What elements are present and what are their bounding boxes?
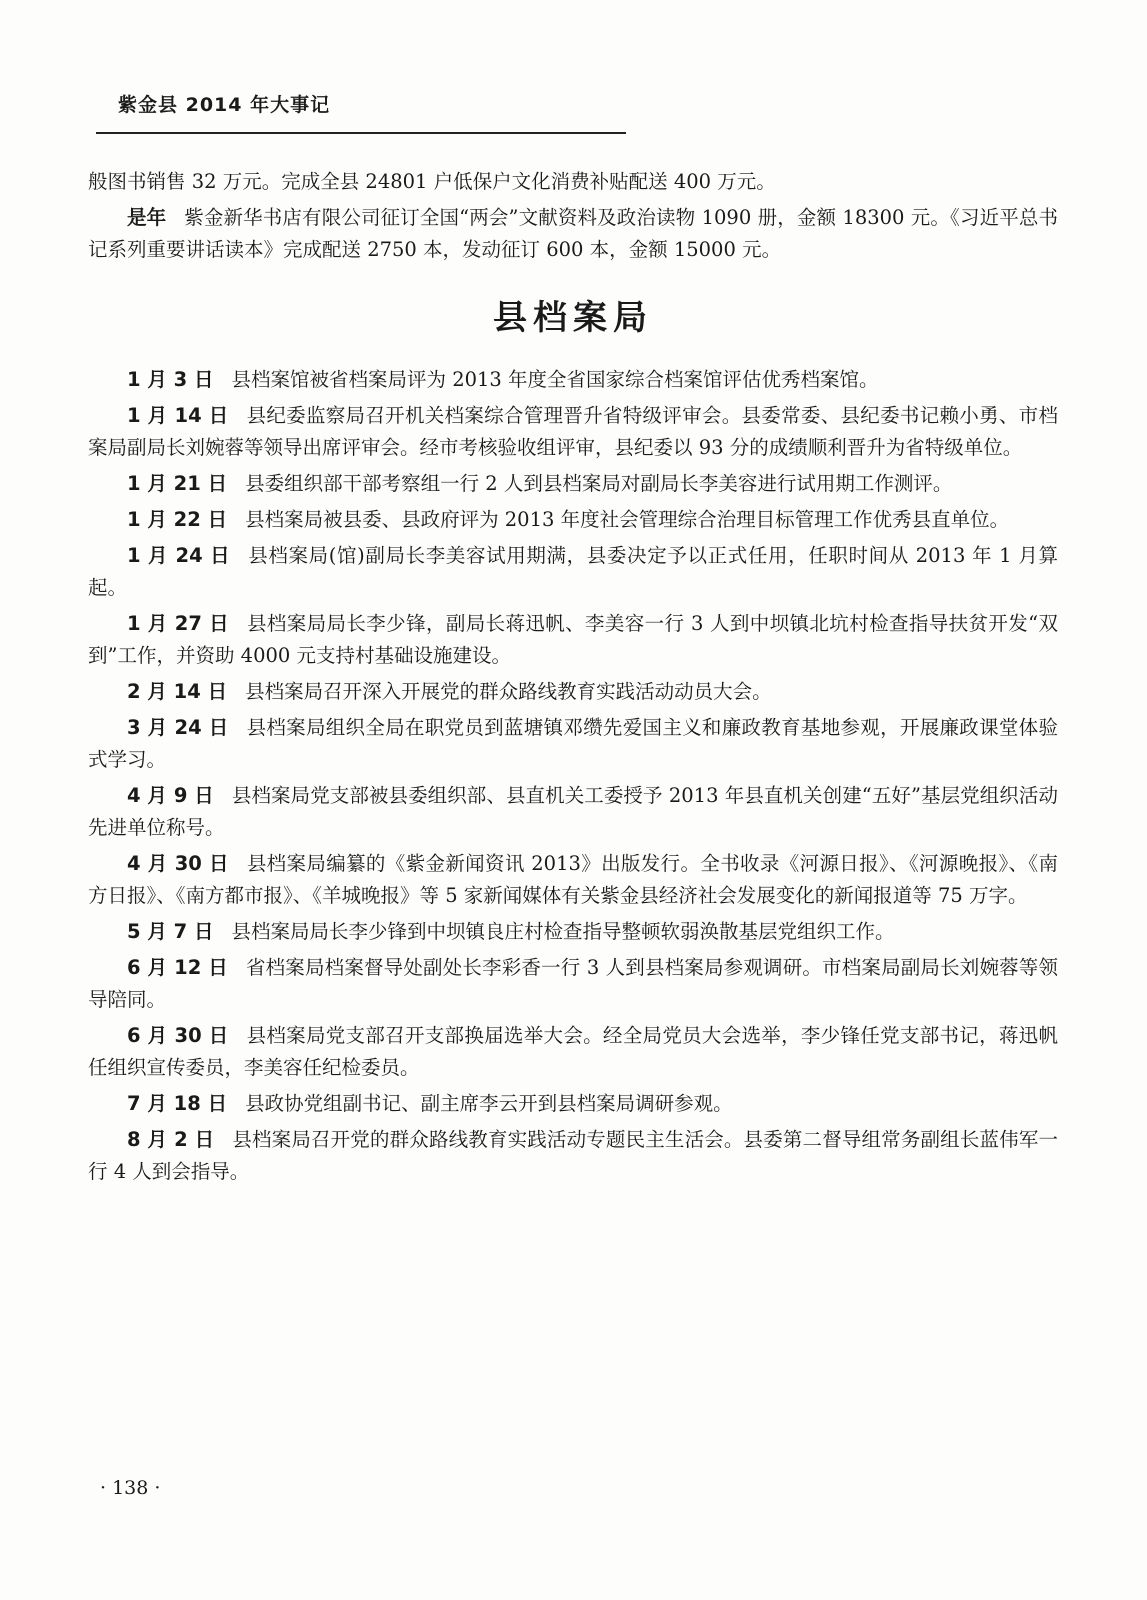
entry-text: 县档案局局长李少锋，副局长蒋迅帆、李美容一行 3 人到中坝镇北坑村检查指导扶贫开发“双到”工作，并资助 4000 元支持村基础设施建设。 [88,612,1058,667]
entry-text: 县档案局局长李少锋到中坝镇良庄村检查指导整顿软弱涣散基层党组织工作。 [231,920,895,943]
entry-date: 3 月 24 日 [127,716,229,739]
entry-text: 县档案局(馆)副局长李美容试用期满，县委决定予以正式任用，任职时间从 2013 年 1 月算起。 [88,544,1058,599]
entry-date: 2 月 14 日 [127,680,228,703]
entry-text: 县档案局党支部被县委组织部、县直机关工委授予 2013 年县直机关创建“五好”基层党组织活动先进单位称号。 [88,784,1058,839]
intro-paragraph-continued [88,166,1058,198]
entry-paragraph [88,1124,1058,1188]
entry-date: 6 月 30 日 [127,1024,229,1047]
entry-paragraph [88,676,1058,708]
entry-text: 县档案局被县委、县政府评为 2013 年度社会管理综合治理目标管理工作优秀县直单位。 [245,508,1010,531]
entry-date: 1 月 27 日 [127,612,229,635]
entry-text: 省档案局档案督导处副处长李彩香一行 3 人到县档案局参观调研。市档案局副局长刘婉蓉等领导陪同。 [88,956,1058,1011]
entry-date: 4 月 30 日 [127,852,229,875]
entry-date: 1 月 3 日 [127,368,214,391]
entry-paragraph [88,916,1058,948]
entry-date: 7 月 18 日 [127,1092,228,1115]
running-header: 紫金县 2014 年大事记 [118,94,331,116]
entry-text: 县档案局编纂的《紫金新闻资讯 2013》出版发行。全书收录《河源日报》、《河源晚报》、《南方日报》、《南方都市报》、《羊城晚报》等 5 家新闻媒体有关紫金县经济社会发展变化的新闻报道等 75 万字。 [88,852,1058,907]
page-content [88,166,1058,1192]
entry-text: 县档案局召开党的群众路线教育实践活动专题民主生活会。县委第二督导组常务副组长蓝伟军一行 4 人到会指导。 [88,1128,1058,1183]
intro-paragraph [88,202,1058,266]
entry-date: 1 月 21 日 [127,472,228,495]
intro-text: 般图书销售 32 万元。完成全县 24801 户低保户文化消费补贴配送 400 万元。 [88,170,776,193]
entry-date: 1 月 14 日 [127,404,229,427]
entry-paragraph [88,780,1058,844]
entry-paragraph [88,608,1058,672]
entry-paragraph [88,540,1058,604]
entry-paragraph [88,952,1058,1016]
section-title: 县档案局 [493,298,653,338]
entry-date: 6 月 12 日 [127,956,228,979]
entry-paragraph [88,1088,1058,1120]
entry-text: 县委组织部干部考察组一行 2 人到县档案局对副局长李美容进行试用期工作测评。 [245,472,953,495]
entry-date: 8 月 2 日 [127,1128,215,1151]
entry-text: 县档案局党支部召开支部换届选举大会。经全局党员大会选举，李少锋任党支部书记，蒋迅帆任组织宣传委员，李美容任纪检委员。 [88,1024,1058,1079]
entry-text: 县档案局召开深入开展党的群众路线教育实践活动动员大会。 [245,680,772,703]
entry-text: 县档案局组织全局在职党员到蓝塘镇邓缵先爱国主义和廉政教育基地参观，开展廉政课堂体验式学习。 [88,716,1058,771]
header-rule [96,132,626,134]
entry-paragraph [88,400,1058,464]
entry-date: 4 月 9 日 [127,784,214,807]
page-number: · 138 · [100,1477,161,1499]
entry-paragraph [88,504,1058,536]
entry-date: 5 月 7 日 [127,920,214,943]
entry-text: 县档案馆被省档案局评为 2013 年度全省国家综合档案馆评估优秀档案馆。 [231,368,879,391]
entry-text: 县纪委监察局召开机关档案综合管理晋升省特级评审会。县委常委、县纪委书记赖小勇、市档案局副局长刘婉蓉等领导出席评审会。经市考核验收组评审，县纪委以 93 分的成绩顺利晋升为省特级单位。 [88,404,1058,459]
entry-paragraph [88,848,1058,912]
entry-paragraph [88,468,1058,500]
entry-text: 紫金新华书店有限公司征订全国“两会”文献资料及政治读物 1090 册，金额 18300 元。《习近平总书记系列重要讲话读本》完成配送 2750 本，发动征订 600 本，金额 15000 元。 [88,206,1058,261]
entry-paragraph [88,364,1058,396]
entry-date: 是年 [127,206,167,229]
entry-text: 县政协党组副书记、副主席李云开到县档案局调研参观。 [245,1092,733,1115]
entry-date: 1 月 22 日 [127,508,228,531]
entry-paragraph [88,712,1058,776]
entry-paragraph [88,1020,1058,1084]
entry-date: 1 月 24 日 [127,544,231,567]
